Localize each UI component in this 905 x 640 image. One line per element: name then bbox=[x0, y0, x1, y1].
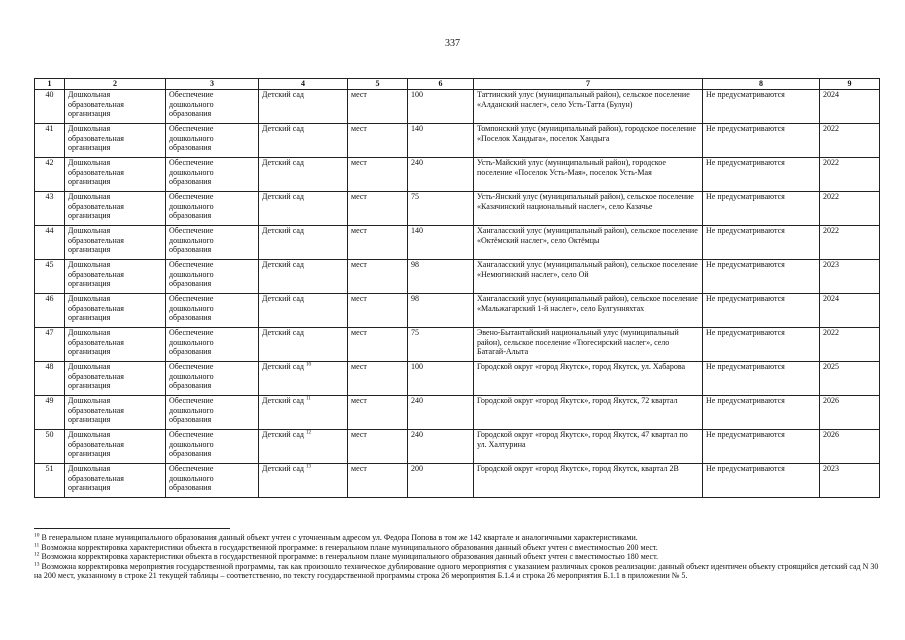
cell-object-name-text: Детский сад bbox=[262, 260, 304, 269]
footnote-mark: 12 bbox=[34, 551, 40, 558]
cell-row-number bbox=[35, 362, 65, 396]
cell-object-name bbox=[259, 192, 348, 226]
cell-unit-text: мест bbox=[351, 192, 367, 201]
cell-unit bbox=[348, 90, 408, 124]
cell-unit bbox=[348, 226, 408, 260]
cell-row-number bbox=[35, 430, 65, 464]
cell-object-name bbox=[259, 124, 348, 158]
cell-location-text: Усть-Майский улус (муниципальный район), городское поселение «Поселок Усть-Мая», поселок Усть-Мая bbox=[477, 158, 666, 177]
cell-object-type bbox=[65, 226, 166, 260]
cell-object-type-text: Дошкольная образовательная организация bbox=[68, 226, 124, 255]
cell-capacity bbox=[408, 124, 474, 158]
cell-unit-text: мест bbox=[351, 260, 367, 269]
cell-zones bbox=[703, 294, 820, 328]
table-row bbox=[35, 464, 880, 498]
cell-year bbox=[820, 90, 880, 124]
cell-location-text: Хангаласский улус (муниципальный район), сельское поселение «Мальжагарский 1-й наслег», село Булгунняхтах bbox=[477, 294, 698, 313]
cell-location bbox=[474, 226, 703, 260]
cell-object-name-text: Детский сад bbox=[262, 396, 304, 405]
cell-capacity bbox=[408, 396, 474, 430]
footnote-mark: 10 bbox=[34, 532, 40, 539]
cell-object-name bbox=[259, 464, 348, 498]
cell-object-type-text: Дошкольная образовательная организация bbox=[68, 328, 124, 357]
cell-capacity-text: 98 bbox=[411, 260, 419, 269]
table-row bbox=[35, 226, 880, 260]
cell-year bbox=[820, 158, 880, 192]
cell-object-name bbox=[259, 362, 348, 396]
cell-location-text: Городской округ «город Якутск», город Якутск, 47 квартал по ул. Халтурина bbox=[477, 430, 688, 449]
cell-location bbox=[474, 158, 703, 192]
cell-year bbox=[820, 192, 880, 226]
cell-row-number bbox=[35, 396, 65, 430]
cell-year bbox=[820, 396, 880, 430]
cell-year-text: 2024 bbox=[823, 90, 839, 99]
cell-location-text: Таттинский улус (муниципальный район), сельское поселение «Алданский наслег», село Усть-Татта (Булун) bbox=[477, 90, 690, 109]
column-header: 1 bbox=[35, 79, 65, 90]
cell-object-type-text: Дошкольная образовательная организация bbox=[68, 260, 124, 289]
cell-year-text: 2022 bbox=[823, 158, 839, 167]
cell-purpose bbox=[166, 158, 259, 192]
cell-zones-text: Не предусматриваются bbox=[706, 158, 785, 167]
cell-purpose-text: Обеспечение дошкольного образования bbox=[169, 158, 214, 187]
cell-location-text: Городской округ «город Якутск», город Якутск, квартал 2В bbox=[477, 464, 679, 473]
cell-row-number-text: 48 bbox=[45, 362, 54, 371]
cell-year bbox=[820, 430, 880, 464]
footnote-reference[interactable]: 13 bbox=[305, 464, 311, 470]
cell-purpose-text: Обеспечение дошкольного образования bbox=[169, 464, 214, 493]
table-body bbox=[35, 90, 880, 498]
cell-capacity bbox=[408, 464, 474, 498]
cell-location-text: Хангаласский улус (муниципальный район), сельское поселение «Октёмский наслег», село Октёмцы bbox=[477, 226, 698, 245]
cell-year bbox=[820, 124, 880, 158]
table-row bbox=[35, 124, 880, 158]
cell-location-text: Городской округ «город Якутск», город Якутск, ул. Хабарова bbox=[477, 362, 686, 371]
table-row bbox=[35, 430, 880, 464]
cell-location bbox=[474, 396, 703, 430]
cell-object-name bbox=[259, 158, 348, 192]
cell-unit-text: мест bbox=[351, 328, 367, 337]
table-row bbox=[35, 192, 880, 226]
cell-unit-text: мест bbox=[351, 226, 367, 235]
cell-capacity-text: 98 bbox=[411, 294, 419, 303]
cell-location bbox=[474, 192, 703, 226]
cell-row-number-text: 43 bbox=[45, 192, 54, 201]
cell-object-name bbox=[259, 90, 348, 124]
cell-object-name-text: Детский сад bbox=[262, 192, 304, 201]
cell-purpose bbox=[166, 294, 259, 328]
cell-row-number-text: 44 bbox=[45, 226, 54, 235]
cell-purpose-text: Обеспечение дошкольного образования bbox=[169, 192, 214, 221]
cell-year-text: 2022 bbox=[823, 226, 839, 235]
cell-zones-text: Не предусматриваются bbox=[706, 192, 785, 201]
cell-purpose bbox=[166, 362, 259, 396]
table-row bbox=[35, 90, 880, 124]
cell-zones-text: Не предусматриваются bbox=[706, 226, 785, 235]
cell-zones bbox=[703, 226, 820, 260]
cell-purpose bbox=[166, 192, 259, 226]
cell-purpose-text: Обеспечение дошкольного образования bbox=[169, 226, 214, 255]
cell-year-text: 2022 bbox=[823, 192, 839, 201]
cell-object-type-text: Дошкольная образовательная организация bbox=[68, 294, 124, 323]
footnote-separator bbox=[34, 528, 230, 529]
cell-zones bbox=[703, 362, 820, 396]
cell-zones bbox=[703, 396, 820, 430]
cell-location bbox=[474, 124, 703, 158]
cell-row-number-text: 41 bbox=[45, 124, 54, 133]
cell-capacity-text: 75 bbox=[411, 328, 419, 337]
cell-capacity-text: 200 bbox=[411, 464, 423, 473]
cell-location-text: Городской округ «город Якутск», город Якутск, 72 квартал bbox=[477, 396, 678, 405]
cell-capacity-text: 240 bbox=[411, 158, 423, 167]
cell-location bbox=[474, 260, 703, 294]
cell-object-type bbox=[65, 158, 166, 192]
cell-capacity bbox=[408, 260, 474, 294]
cell-year bbox=[820, 294, 880, 328]
footnote bbox=[34, 552, 879, 562]
footnote-text: Возможна корректировка характеристики объекта в государственной программе: в генеральном плане муниципального образования данный объект учтен с вместимостью 200 мест. bbox=[41, 542, 658, 552]
cell-object-type-text: Дошкольная образовательная организация bbox=[68, 90, 124, 119]
cell-capacity bbox=[408, 90, 474, 124]
cell-object-type bbox=[65, 192, 166, 226]
cell-object-type bbox=[65, 124, 166, 158]
footnote-reference[interactable]: 11 bbox=[305, 396, 311, 402]
cell-zones bbox=[703, 260, 820, 294]
cell-capacity-text: 140 bbox=[411, 124, 423, 133]
cell-object-type-text: Дошкольная образовательная организация bbox=[68, 464, 124, 493]
cell-zones-text: Не предусматриваются bbox=[706, 294, 785, 303]
cell-unit bbox=[348, 260, 408, 294]
cell-object-name-text: Детский сад bbox=[262, 158, 304, 167]
column-header: 2 bbox=[65, 79, 166, 90]
cell-purpose-text: Обеспечение дошкольного образования bbox=[169, 328, 214, 357]
cell-object-type bbox=[65, 430, 166, 464]
cell-unit-text: мест bbox=[351, 362, 367, 371]
cell-zones bbox=[703, 192, 820, 226]
footnote bbox=[34, 533, 879, 543]
cell-year-text: 2022 bbox=[823, 124, 839, 133]
cell-purpose bbox=[166, 396, 259, 430]
cell-purpose bbox=[166, 430, 259, 464]
cell-year-text: 2026 bbox=[823, 396, 839, 405]
cell-object-type-text: Дошкольная образовательная организация bbox=[68, 158, 124, 187]
cell-purpose bbox=[166, 90, 259, 124]
cell-purpose bbox=[166, 464, 259, 498]
cell-unit bbox=[348, 328, 408, 362]
cell-capacity bbox=[408, 362, 474, 396]
cell-object-name bbox=[259, 430, 348, 464]
cell-object-name bbox=[259, 226, 348, 260]
cell-row-number-text: 40 bbox=[45, 90, 54, 99]
cell-location-text: Усть-Янский улус (муниципальный район), сельское поселение «Казачинский национальный наслег», село Казачье bbox=[477, 192, 694, 211]
cell-zones bbox=[703, 328, 820, 362]
cell-capacity-text: 240 bbox=[411, 430, 423, 439]
cell-year bbox=[820, 464, 880, 498]
footnote-text: В генеральном плане муниципального образования данный объект учтен с уточненным адресом ул. Федора Попова в том же 142 квартале и аналогичными характеристиками. bbox=[41, 533, 638, 542]
cell-zones-text: Не предусматриваются bbox=[706, 90, 785, 99]
cell-capacity-text: 240 bbox=[411, 396, 423, 405]
cell-zones bbox=[703, 430, 820, 464]
cell-object-type-text: Дошкольная образовательная организация bbox=[68, 192, 124, 221]
cell-year bbox=[820, 226, 880, 260]
cell-year-text: 2025 bbox=[823, 362, 839, 371]
cell-location bbox=[474, 464, 703, 498]
cell-object-name-text: Детский сад bbox=[262, 328, 304, 337]
cell-location bbox=[474, 430, 703, 464]
cell-unit bbox=[348, 158, 408, 192]
footnote-text: Возможна корректировка мероприятия государственной программы, так как произошло техническое дублирование одного мероприятия с указанием различных сроков реализации: данный объект идентичен объекту строящийся детский сад N 30 на 200 мест, указанному в строке 21 текущей таблицы – соответственно, по тексту государственной программы строка 26 мероприятия Б.1.4 и строка 26 мероприятия Б.1.1 в приложении № 5. bbox=[34, 561, 879, 581]
cell-zones-text: Не предусматриваются bbox=[706, 328, 785, 337]
footnote bbox=[34, 562, 879, 581]
cell-object-type bbox=[65, 396, 166, 430]
table-row bbox=[35, 396, 880, 430]
cell-purpose bbox=[166, 226, 259, 260]
cell-year bbox=[820, 328, 880, 362]
cell-capacity bbox=[408, 294, 474, 328]
cell-capacity-text: 140 bbox=[411, 226, 423, 235]
cell-unit-text: мест bbox=[351, 430, 367, 439]
cell-zones-text: Не предусматриваются bbox=[706, 124, 785, 133]
column-header: 8 bbox=[703, 79, 820, 90]
cell-zones-text: Не предусматриваются bbox=[706, 362, 785, 371]
cell-row-number bbox=[35, 464, 65, 498]
cell-object-name bbox=[259, 260, 348, 294]
cell-zones-text: Не предусматриваются bbox=[706, 430, 785, 439]
column-header: 9 bbox=[820, 79, 880, 90]
column-header: 3 bbox=[166, 79, 259, 90]
cell-purpose bbox=[166, 328, 259, 362]
cell-unit bbox=[348, 294, 408, 328]
cell-row-number-text: 49 bbox=[45, 396, 54, 405]
cell-location-text: Эвено-Бытантайский национальный улус (муниципальный район), сельское поселение «Тюгесирский наслег», село Батагай-Алыта bbox=[477, 328, 679, 357]
cell-zones-text: Не предусматриваются bbox=[706, 464, 785, 473]
footnotes bbox=[34, 533, 879, 581]
column-header: 5 bbox=[348, 79, 408, 90]
cell-row-number bbox=[35, 90, 65, 124]
cell-row-number bbox=[35, 158, 65, 192]
cell-object-type bbox=[65, 294, 166, 328]
cell-purpose-text: Обеспечение дошкольного образования bbox=[169, 260, 214, 289]
cell-zones bbox=[703, 90, 820, 124]
cell-unit-text: мест bbox=[351, 124, 367, 133]
cell-row-number-text: 46 bbox=[45, 294, 54, 303]
cell-year-text: 2026 bbox=[823, 430, 839, 439]
cell-purpose-text: Обеспечение дошкольного образования bbox=[169, 90, 214, 119]
cell-unit bbox=[348, 362, 408, 396]
cell-capacity bbox=[408, 192, 474, 226]
cell-unit-text: мест bbox=[351, 90, 367, 99]
column-header: 4 bbox=[259, 79, 348, 90]
footnote bbox=[34, 543, 879, 553]
cell-object-name-text: Детский сад bbox=[262, 124, 304, 133]
table-row bbox=[35, 328, 880, 362]
table-row bbox=[35, 362, 880, 396]
cell-object-name-text: Детский сад bbox=[262, 294, 304, 303]
cell-unit bbox=[348, 192, 408, 226]
cell-year-text: 2022 bbox=[823, 328, 839, 337]
cell-capacity bbox=[408, 430, 474, 464]
footnote-mark: 11 bbox=[34, 541, 40, 548]
cell-row-number-text: 50 bbox=[45, 430, 54, 439]
cell-unit-text: мест bbox=[351, 464, 367, 473]
cell-object-name-text: Детский сад bbox=[262, 464, 304, 473]
cell-purpose-text: Обеспечение дошкольного образования bbox=[169, 430, 214, 459]
cell-purpose-text: Обеспечение дошкольного образования bbox=[169, 396, 214, 425]
footnote-reference[interactable]: 10 bbox=[305, 362, 311, 368]
cell-object-type-text: Дошкольная образовательная организация bbox=[68, 430, 124, 459]
cell-object-name bbox=[259, 294, 348, 328]
cell-zones-text: Не предусматриваются bbox=[706, 260, 785, 269]
cell-row-number-text: 47 bbox=[45, 328, 54, 337]
cell-purpose-text: Обеспечение дошкольного образования bbox=[169, 124, 214, 153]
cell-zones bbox=[703, 124, 820, 158]
cell-purpose bbox=[166, 124, 259, 158]
cell-unit-text: мест bbox=[351, 158, 367, 167]
cell-row-number-text: 51 bbox=[45, 464, 54, 473]
cell-capacity-text: 75 bbox=[411, 192, 419, 201]
cell-object-type bbox=[65, 90, 166, 124]
cell-object-type-text: Дошкольная образовательная организация bbox=[68, 124, 124, 153]
cell-unit bbox=[348, 464, 408, 498]
cell-object-name-text: Детский сад bbox=[262, 430, 304, 439]
cell-location bbox=[474, 362, 703, 396]
cell-year bbox=[820, 362, 880, 396]
cell-capacity-text: 100 bbox=[411, 362, 423, 371]
cell-zones bbox=[703, 464, 820, 498]
cell-capacity bbox=[408, 328, 474, 362]
cell-capacity bbox=[408, 226, 474, 260]
cell-row-number-text: 42 bbox=[45, 158, 54, 167]
cell-location bbox=[474, 90, 703, 124]
cell-year bbox=[820, 260, 880, 294]
cell-year-text: 2024 bbox=[823, 294, 839, 303]
column-header: 6 bbox=[408, 79, 474, 90]
cell-unit bbox=[348, 396, 408, 430]
cell-row-number-text: 45 bbox=[45, 260, 54, 269]
cell-object-type bbox=[65, 464, 166, 498]
cell-object-name-text: Детский сад bbox=[262, 90, 304, 99]
cell-object-type-text: Дошкольная образовательная организация bbox=[68, 362, 124, 391]
cell-purpose bbox=[166, 260, 259, 294]
cell-object-type bbox=[65, 328, 166, 362]
column-numbers-row bbox=[35, 79, 880, 90]
cell-object-name-text: Детский сад bbox=[262, 362, 304, 371]
table-row bbox=[35, 260, 880, 294]
cell-row-number bbox=[35, 124, 65, 158]
cell-object-name bbox=[259, 328, 348, 362]
cell-capacity-text: 100 bbox=[411, 90, 423, 99]
cell-zones bbox=[703, 158, 820, 192]
cell-unit-text: мест bbox=[351, 294, 367, 303]
cell-year-text: 2023 bbox=[823, 260, 839, 269]
cell-unit-text: мест bbox=[351, 396, 367, 405]
cell-row-number bbox=[35, 260, 65, 294]
cell-object-name bbox=[259, 396, 348, 430]
cell-row-number bbox=[35, 192, 65, 226]
cell-capacity bbox=[408, 158, 474, 192]
cell-row-number bbox=[35, 226, 65, 260]
cell-object-type bbox=[65, 362, 166, 396]
cell-location bbox=[474, 328, 703, 362]
cell-object-name-text: Детский сад bbox=[262, 226, 304, 235]
cell-purpose-text: Обеспечение дошкольного образования bbox=[169, 362, 214, 391]
cell-location-text: Томпонский улус (муниципальный район), городское поселение «Поселок Хандыга», поселок Хандыга bbox=[477, 124, 696, 143]
cell-year-text: 2023 bbox=[823, 464, 839, 473]
page-number: 337 bbox=[445, 38, 460, 49]
table-row bbox=[35, 294, 880, 328]
cell-purpose-text: Обеспечение дошкольного образования bbox=[169, 294, 214, 323]
footnote-reference[interactable]: 12 bbox=[305, 430, 311, 436]
table-row bbox=[35, 158, 880, 192]
cell-location-text: Хангаласский улус (муниципальный район), сельское поселение «Немюгинский наслег», село Ой bbox=[477, 260, 698, 279]
cell-zones-text: Не предусматриваются bbox=[706, 396, 785, 405]
column-header: 7 bbox=[474, 79, 703, 90]
cell-object-type bbox=[65, 260, 166, 294]
footnote-mark: 13 bbox=[34, 561, 40, 568]
cell-location bbox=[474, 294, 703, 328]
footnote-text: Возможна корректировка характеристики объекта в государственной программе: в генеральном плане муниципального образования данный объект учтен с вместимостью 180 мест. bbox=[41, 552, 658, 562]
objects-table bbox=[34, 78, 880, 498]
cell-unit bbox=[348, 430, 408, 464]
cell-row-number bbox=[35, 294, 65, 328]
cell-unit bbox=[348, 124, 408, 158]
cell-row-number bbox=[35, 328, 65, 362]
cell-object-type-text: Дошкольная образовательная организация bbox=[68, 396, 124, 425]
